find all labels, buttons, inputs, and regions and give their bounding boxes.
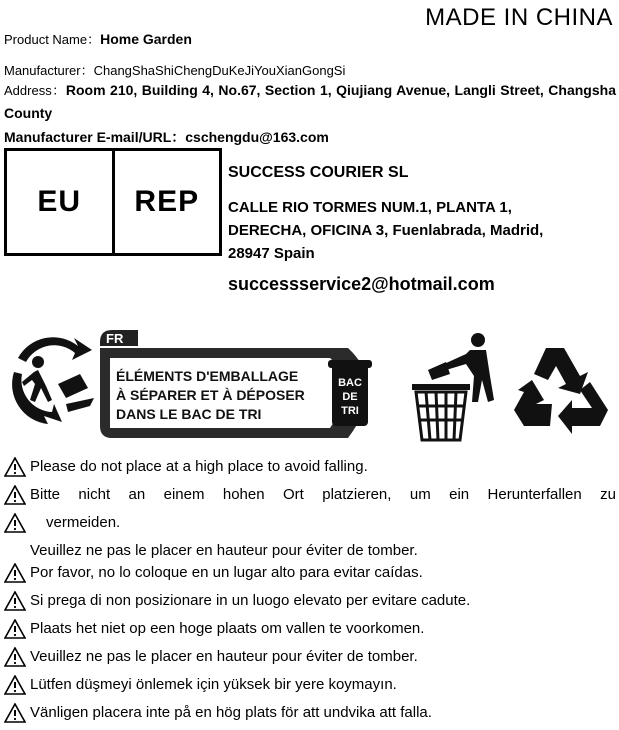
eu-rep-box <box>4 148 222 256</box>
warning-item <box>4 618 616 646</box>
contact-label: Manufacturer E-mail/URL： <box>4 129 186 145</box>
warning-item <box>4 484 616 512</box>
courier-address-line-1: CALLE RIO TORMES NUM.1, PLANTA 1, <box>228 199 512 216</box>
triman-line-3: DANS LE BAC DE TRI <box>116 406 262 422</box>
sorting-info-icon <box>98 328 398 442</box>
triman-icon <box>8 328 98 428</box>
bin-label-1: BAC <box>338 377 362 389</box>
triman-line-1: ÉLÉMENTS D'EMBALLAGE <box>116 368 299 384</box>
warning-item <box>4 456 616 484</box>
contact-line <box>4 127 329 147</box>
warning-triangle-icon <box>4 674 30 702</box>
warning-item <box>4 590 616 618</box>
eu-label: EU <box>37 185 82 218</box>
warning-item <box>4 562 616 590</box>
warning-text: Bitte nicht an einem hohen Ort platzieren, um ein Herunterfallen zu <box>30 486 616 503</box>
warning-triangle-icon <box>4 562 30 590</box>
warning-text: Si prega di non posizionare in un luogo elevato per evitare cadute. <box>30 592 471 609</box>
product-name-label: Product Name： <box>4 32 101 47</box>
warning-triangle-icon <box>4 646 30 674</box>
address-value: Room 210, Building 4, No.67, Section 1, Qiujiang Avenue, Langli Street, Changsha County <box>4 82 616 121</box>
warning-list <box>4 456 616 730</box>
bin-label-2: DE <box>342 391 358 403</box>
tidy-man-bin-icon <box>406 330 502 442</box>
warning-text: vermeiden. <box>46 514 121 531</box>
warning-text: Plaats het niet op een hoge plaats om vallen te voorkomen. <box>30 620 425 637</box>
courier-name: SUCCESS COURIER SL <box>228 164 409 181</box>
warning-triangle-icon <box>4 456 30 484</box>
courier-address-line-2: DERECHA, OFICINA 3, Fuenlabrada, Madrid, <box>228 222 544 239</box>
triman-country: FR <box>106 331 124 346</box>
bin-label-3: TRI <box>341 405 359 417</box>
warning-item <box>4 646 616 674</box>
warning-text: Please do not place at a high place to avoid falling. <box>30 458 368 475</box>
product-name-line <box>4 29 192 48</box>
address-block <box>4 79 616 125</box>
warning-triangle-icon <box>4 590 30 618</box>
warning-text: Veuillez ne pas le placer en hauteur pour éviter de tomber. <box>30 648 418 665</box>
manufacturer-line <box>4 60 345 79</box>
rep-label: REP <box>112 151 220 253</box>
warning-text: Lütfen düşmeyi önlemek için yüksek bir yere koymayın. <box>30 676 397 693</box>
product-name-value: Home Garden <box>100 31 192 47</box>
warning-text: Por favor, no lo coloque en un lugar alto para evitar caídas. <box>30 564 423 581</box>
recycle-icon <box>510 338 616 434</box>
warning-triangle-icon <box>4 702 30 730</box>
warning-text: Vänligen placera inte på en hög plats för att undvika att falla. <box>30 704 432 721</box>
manufacturer-label: Manufacturer： <box>4 63 94 78</box>
warning-triangle-icon <box>4 618 30 646</box>
warning-triangle-icon <box>4 484 30 512</box>
manufacturer-value: ChangShaShiChengDuKeJiYouXianGongSi <box>93 63 346 78</box>
courier-address-line-3: 28947 Spain <box>228 245 315 262</box>
warning-item <box>4 512 616 540</box>
warning-item <box>4 702 616 730</box>
address-label: Address： <box>4 83 66 98</box>
warning-text: Veuillez ne pas le placer en hauteur pour éviter de tomber. <box>30 542 418 559</box>
warning-triangle-icon <box>4 512 30 540</box>
warning-item <box>4 674 616 702</box>
contact-value: cschengdu@163.com <box>185 129 329 145</box>
courier-email: successservice2@hotmail.com <box>228 274 495 294</box>
triman-line-2: À SÉPARER ET À DÉPOSER <box>116 387 305 403</box>
warning-item <box>4 540 616 562</box>
made-in-label: MADE IN CHINA <box>425 4 613 31</box>
